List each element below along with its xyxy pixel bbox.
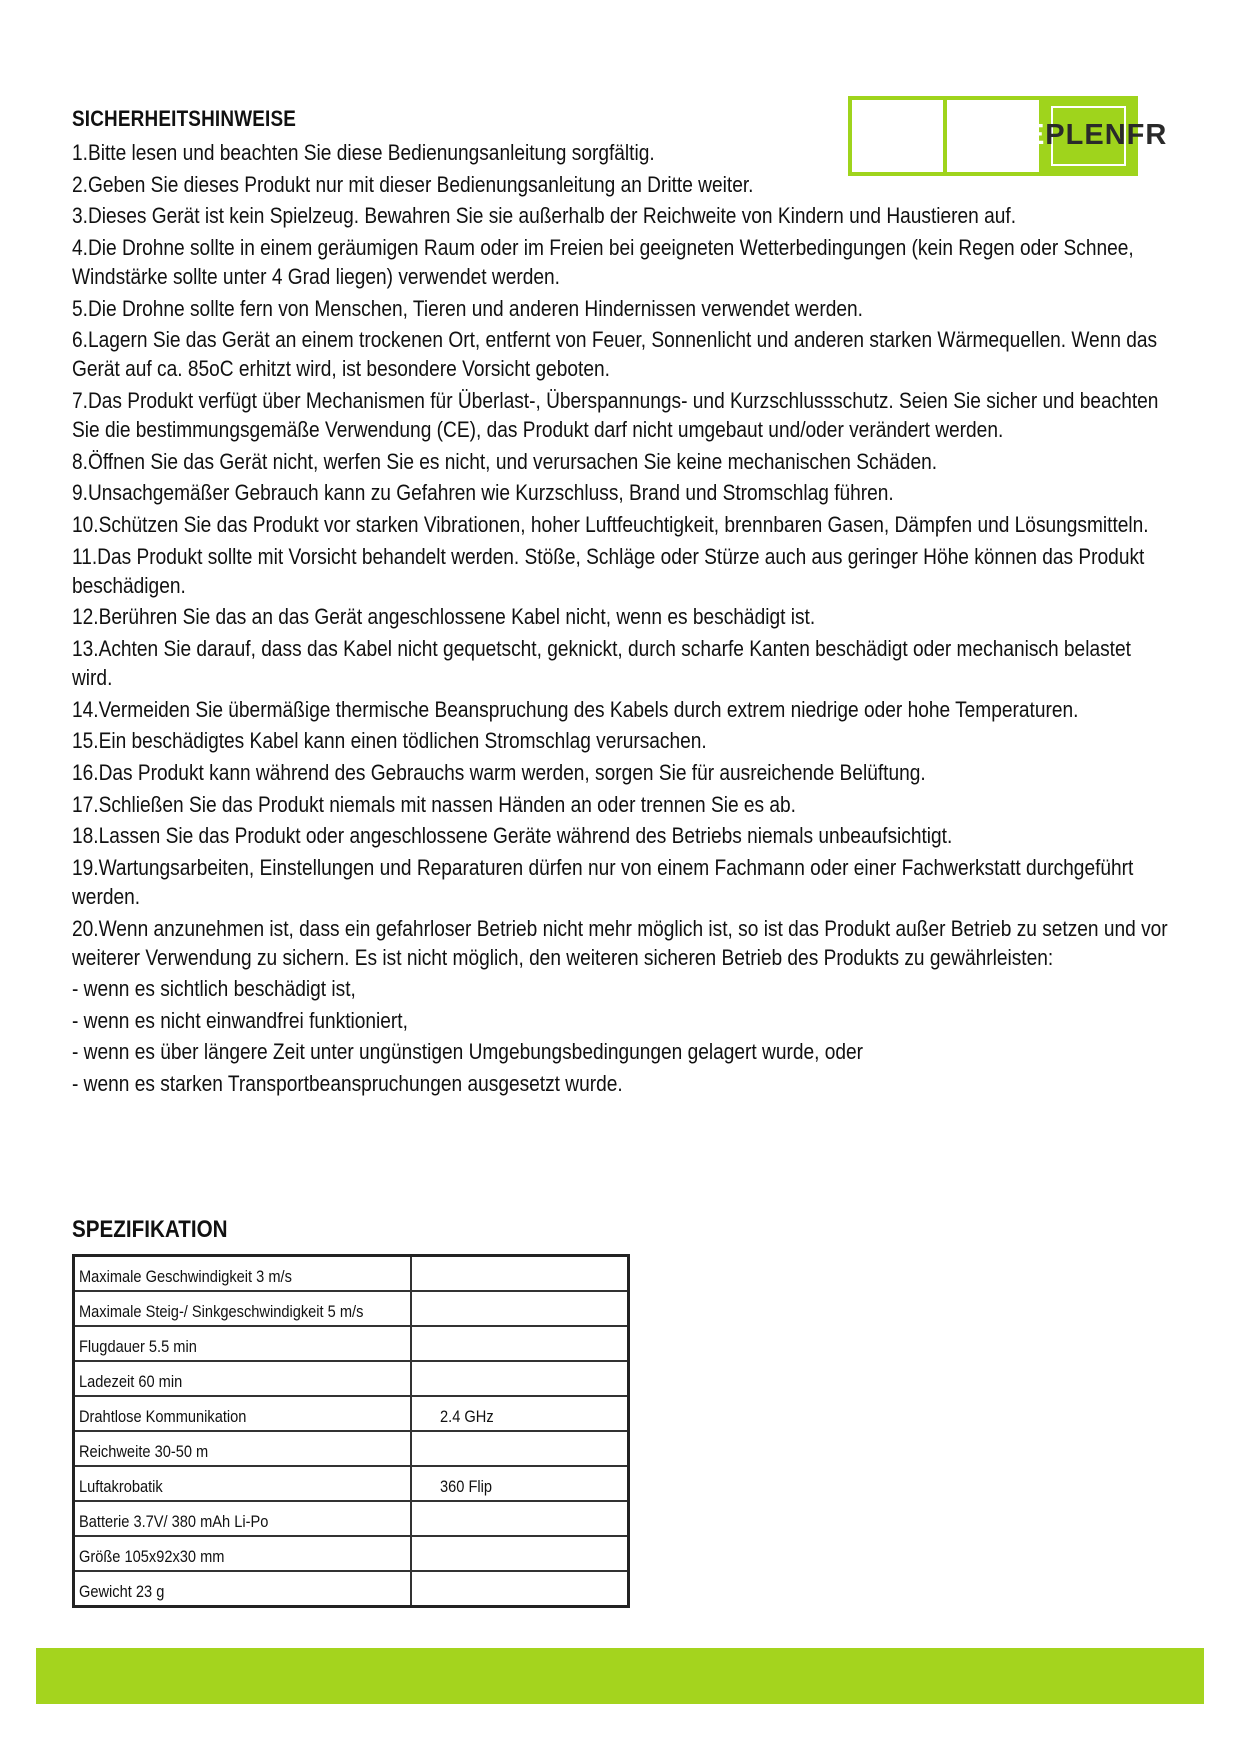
- spec-value: 360 Flip: [411, 1466, 629, 1501]
- spec-value: [411, 1361, 629, 1396]
- spec-value: [411, 1291, 629, 1326]
- safety-item: 4.Die Drohne sollte in einem geräumigen Raum oder im Freien bei geeigneten Wetterbedingungen (kein Regen oder Schnee, Windstärke sollte unter 4 Grad liegen) verwendet werden.: [72, 234, 1134, 289]
- spec-value: [411, 1536, 629, 1571]
- safety-item: 2.Geben Sie dieses Produkt nur mit dieser Bedienungsanleitung an Dritte weiter.: [72, 171, 754, 197]
- safety-item: 13.Achten Sie darauf, dass das Kabel nicht gequetscht, geknickt, durch scharfe Kanten beschädigt oder mechanisch belastet wird.: [72, 635, 1131, 691]
- safety-item: - wenn es starken Transportbeanspruchungen ausgesetzt wurde.: [72, 1071, 623, 1097]
- safety-item: 17.Schließen Sie das Produkt niemals mit nassen Händen an oder trennen Sie es ab.: [72, 791, 797, 817]
- table-row: [74, 1536, 629, 1571]
- spec-label: Luftakrobatik: [74, 1466, 411, 1501]
- safety-item: 6.Lagern Sie das Gerät an einem trockenen Ort, entfernt von Feuer, Sonnenlicht und anderen starken Wärmequellen. Wenn das Gerät auf ca. 85oC erhitzt wird, ist besondere Vorsicht geboten.: [72, 327, 1158, 382]
- table-row: [74, 1396, 629, 1431]
- safety-item: 15.Ein beschädigtes Kabel kann einen tödlichen Stromschlag verursachen.: [72, 728, 707, 754]
- safety-item: 1.Bitte lesen und beachten Sie diese Bedienungsanleitung sorgfältig.: [72, 140, 655, 165]
- safety-item: 3.Dieses Gerät ist kein Spielzeug. Bewahren Sie sie außerhalb der Reichweite von Kindern und Haustieren auf.: [72, 203, 1017, 229]
- safety-title: SICHERHEITSHINWEISE: [72, 106, 297, 131]
- table-row: [74, 1431, 629, 1466]
- spec-label: Maximale Geschwindigkeit 3 m/s: [74, 1256, 411, 1292]
- table-row: [74, 1361, 629, 1396]
- safety-item: - wenn es nicht einwandfrei funktioniert,: [72, 1007, 408, 1033]
- table-row: [74, 1466, 629, 1501]
- safety-item: 16.Das Produkt kann während des Gebrauchs warm werden, sorgen Sie für ausreichende Belüftung.: [72, 759, 926, 785]
- spec-label: Ladezeit 60 min: [74, 1361, 411, 1396]
- safety-item: 19.Wartungsarbeiten, Einstellungen und Reparaturen dürfen nur von einem Fachmann oder einer Fachwerkstatt durchgeführt werden.: [72, 854, 1134, 909]
- spec-value: 2.4 GHz: [411, 1396, 629, 1431]
- safety-item: 12.Berühren Sie das an das Gerät angeschlossene Kabel nicht, wenn es beschädigt ist.: [72, 604, 816, 630]
- safety-item: 11.Das Produkt sollte mit Vorsicht behandelt werden. Stöße, Schläge oder Stürze auch aus geringer Höhe können das Produkt beschädigen.: [72, 543, 1145, 598]
- spec-value: [411, 1571, 629, 1607]
- safety-item: - wenn es über längere Zeit unter ungünstigen Umgebungsbedingungen gelagert wurde, oder: [72, 1039, 864, 1065]
- safety-item: 9.Unsachgemäßer Gebrauch kann zu Gefahren wie Kurzschluss, Brand und Stromschlag führen.: [72, 480, 894, 506]
- table-row: [74, 1256, 629, 1292]
- safety-item: 20.Wenn anzunehmen ist, dass ein gefahrloser Betrieb nicht mehr möglich ist, so ist das Produkt außer Betrieb zu setzen und vor weiterer Verwendung zu sichern. Es ist nicht möglich, den weiteren sicheren Betrieb des Produkts zu gewährleisten:: [72, 915, 1168, 970]
- lang-code-en-fr: ENFR: [1084, 119, 1168, 151]
- spec-label: Maximale Steig-/ Sinkgeschwindigkeit 5 m/s: [74, 1291, 411, 1326]
- spec-table: [72, 1254, 630, 1608]
- safety-item: 14.Vermeiden Sie übermäßige thermische Beanspruchung des Kabels durch extrem niedrige oder hohe Temperaturen.: [72, 696, 1079, 722]
- footer-bar: [36, 1648, 1204, 1704]
- table-row: [74, 1571, 629, 1607]
- spec-value: [411, 1501, 629, 1536]
- safety-list: [72, 138, 1172, 1101]
- spec-value: [411, 1256, 629, 1292]
- spec-label: Größe 105x92x30 mm: [74, 1536, 411, 1571]
- table-row: [74, 1326, 629, 1361]
- spec-label: Drahtlose Kommunikation: [74, 1396, 411, 1431]
- spec-value: [411, 1326, 629, 1361]
- lang-code-pl: PL: [1045, 119, 1085, 151]
- table-row: [74, 1291, 629, 1326]
- spec-label: Batterie 3.7V/ 380 mAh Li-Po: [74, 1501, 411, 1536]
- spec-label: Flugdauer 5.5 min: [74, 1326, 411, 1361]
- safety-item: 7.Das Produkt verfügt über Mechanismen für Überlast-, Überspannungs- und Kurzschlussschutz. Seien Sie sicher und beachten Sie die bestimmungsgemäße Verwendung (CE), das Produkt darf nicht umgebaut und/oder verändert werden.: [72, 387, 1159, 443]
- lang-code-de: DE: [1003, 119, 1046, 151]
- safety-item: - wenn es sichtlich beschädigt ist,: [72, 976, 356, 1002]
- spec-value: [411, 1431, 629, 1466]
- safety-item: 10.Schützen Sie das Produkt vor starken Vibrationen, hoher Luftfeuchtigkeit, brennbaren Gasen, Dämpfen und Lösungsmitteln.: [72, 511, 1149, 537]
- spec-label: Reichweite 30-50 m: [74, 1431, 411, 1466]
- safety-item: 18.Lassen Sie das Produkt oder angeschlossene Geräte während des Betriebs niemals unbeaufsichtigt.: [72, 823, 953, 849]
- table-row: [74, 1501, 629, 1536]
- spec-title: SPEZIFIKATION: [72, 1216, 228, 1243]
- spec-label: Gewicht 23 g: [74, 1571, 411, 1607]
- safety-item: 8.Öffnen Sie das Gerät nicht, werfen Sie es nicht, und verursachen Sie keine mechanischen Schäden.: [72, 448, 938, 474]
- safety-item: 5.Die Drohne sollte fern von Menschen, Tieren und anderen Hindernissen verwendet werden.: [72, 295, 863, 321]
